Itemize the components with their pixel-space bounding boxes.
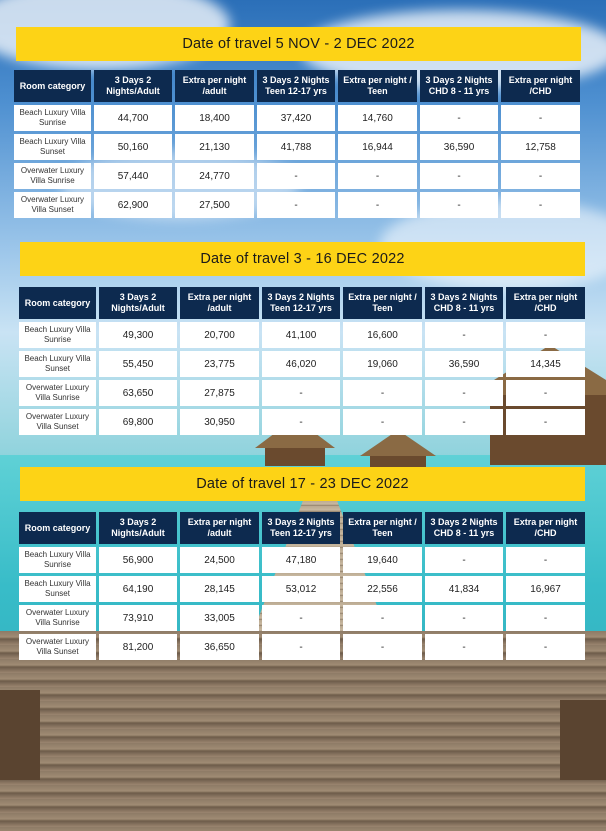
room-category-cell: Overwater Luxury Villa Sunrise [19,380,96,406]
column-header: 3 Days 2 Nights/Adult [99,512,177,544]
column-header: Extra per night /CHD [506,512,585,544]
price-cell: 22,556 [343,576,422,602]
room-category-cell: Beach Luxury Villa Sunrise [14,105,91,131]
price-cell: 14,760 [338,105,417,131]
price-cell: 28,145 [180,576,259,602]
price-cell: - [506,605,585,631]
price-cell: 41,788 [257,134,335,160]
column-header: Extra per night / Teen [338,70,417,102]
price-cell: 24,770 [175,163,254,189]
price-cell: 73,910 [99,605,177,631]
date-of-travel-banner: Date of travel 5 NOV - 2 DEC 2022 [16,27,581,61]
price-cell: 56,900 [99,547,177,573]
column-header: Extra per night /adult [180,512,259,544]
table-row [19,380,585,406]
price-cell: 46,020 [262,351,340,377]
price-cell: 19,640 [343,547,422,573]
table-row [19,576,585,602]
column-header: Room category [19,287,96,319]
price-cell: 50,160 [94,134,172,160]
column-header: Extra per night /CHD [506,287,585,319]
room-category-cell: Overwater Luxury Villa Sunset [19,409,96,435]
price-cell: 36,590 [420,134,498,160]
table-row [19,409,585,435]
price-cell: - [343,409,422,435]
price-table [16,284,588,438]
price-cell: - [338,192,417,218]
price-cell: - [338,163,417,189]
price-cell: 16,600 [343,322,422,348]
column-header: 3 Days 2 Nights CHD 8 - 11 yrs [425,287,503,319]
price-cell: 19,060 [343,351,422,377]
price-cell: - [506,547,585,573]
price-cell: 47,180 [262,547,340,573]
price-cell: - [425,380,503,406]
room-category-cell: Beach Luxury Villa Sunrise [19,547,96,573]
price-cell: - [425,605,503,631]
room-category-cell: Overwater Luxury Villa Sunset [14,192,91,218]
price-cell: 36,590 [425,351,503,377]
column-header: 3 Days 2 Nights Teen 12-17 yrs [262,287,340,319]
price-cell: 62,900 [94,192,172,218]
price-cell: - [425,634,503,660]
room-category-cell: Overwater Luxury Villa Sunrise [14,163,91,189]
price-cell: - [501,105,580,131]
column-header: Extra per night /adult [180,287,259,319]
column-header: 3 Days 2 Nights CHD 8 - 11 yrs [420,70,498,102]
price-cell: 27,875 [180,380,259,406]
price-cell: - [420,163,498,189]
table-row [19,351,585,377]
table-row [14,192,580,218]
price-cell: - [257,192,335,218]
table-row [19,322,585,348]
column-header: Room category [14,70,91,102]
room-category-cell: Beach Luxury Villa Sunrise [19,322,96,348]
price-cell: - [506,409,585,435]
price-cell: 23,775 [180,351,259,377]
price-cell: 49,300 [99,322,177,348]
table-row [19,547,585,573]
table-row [14,163,580,189]
price-cell: 41,100 [262,322,340,348]
price-cell: 24,500 [180,547,259,573]
price-cell: 36,650 [180,634,259,660]
price-cell: 21,130 [175,134,254,160]
price-cell: 41,834 [425,576,503,602]
column-header: 3 Days 2 Nights Teen 12-17 yrs [257,70,335,102]
price-cell: - [420,192,498,218]
column-header: 3 Days 2 Nights CHD 8 - 11 yrs [425,512,503,544]
price-cell: - [501,163,580,189]
price-cell: - [262,605,340,631]
price-cell: - [501,192,580,218]
price-cell: 57,440 [94,163,172,189]
price-cell: - [262,634,340,660]
price-cell: - [257,163,335,189]
price-cell: 27,500 [175,192,254,218]
column-header: Extra per night / Teen [343,287,422,319]
column-header: 3 Days 2 Nights/Adult [94,70,172,102]
price-cell: 64,190 [99,576,177,602]
price-cell: - [425,547,503,573]
price-cell: - [262,380,340,406]
price-cell: - [425,322,503,348]
room-category-cell: Overwater Luxury Villa Sunrise [19,605,96,631]
price-cell: 55,450 [99,351,177,377]
price-cell: - [343,634,422,660]
price-cell: 53,012 [262,576,340,602]
date-of-travel-banner: Date of travel 3 - 16 DEC 2022 [20,242,585,276]
date-of-travel-banner: Date of travel 17 - 23 DEC 2022 [20,467,585,501]
price-cell: - [506,322,585,348]
price-cell: 18,400 [175,105,254,131]
price-cell: 20,700 [180,322,259,348]
room-category-cell: Beach Luxury Villa Sunset [19,351,96,377]
price-cell: 44,700 [94,105,172,131]
price-cell: 16,944 [338,134,417,160]
room-category-cell: Overwater Luxury Villa Sunset [19,634,96,660]
price-cell: - [262,409,340,435]
price-cell: 37,420 [257,105,335,131]
price-cell: 12,758 [501,134,580,160]
price-cell: 30,950 [180,409,259,435]
price-cell: 63,650 [99,380,177,406]
table-row [19,605,585,631]
table-row [19,634,585,660]
column-header: Extra per night /CHD [501,70,580,102]
price-cell: - [506,380,585,406]
price-cell: 81,200 [99,634,177,660]
price-table [11,67,583,221]
price-cell: - [343,605,422,631]
column-header: 3 Days 2 Nights Teen 12-17 yrs [262,512,340,544]
price-cell: 14,345 [506,351,585,377]
price-cell: - [420,105,498,131]
price-table [16,509,588,663]
price-cell: 16,967 [506,576,585,602]
price-cell: - [425,409,503,435]
column-header: 3 Days 2 Nights/Adult [99,287,177,319]
column-header: Extra per night / Teen [343,512,422,544]
column-header: Room category [19,512,96,544]
table-row [14,105,580,131]
room-category-cell: Beach Luxury Villa Sunset [19,576,96,602]
price-cell: 69,800 [99,409,177,435]
room-category-cell: Beach Luxury Villa Sunset [14,134,91,160]
column-header: Extra per night /adult [175,70,254,102]
table-row [14,134,580,160]
price-cell: - [343,380,422,406]
price-cell: - [506,634,585,660]
price-cell: 33,005 [180,605,259,631]
